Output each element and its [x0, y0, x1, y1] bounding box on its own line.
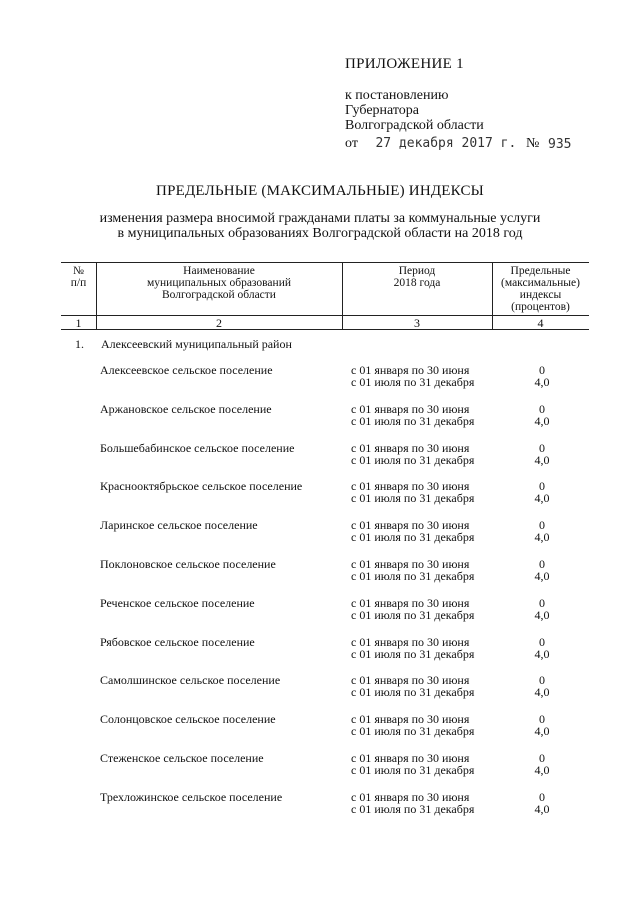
period-first-half: с 01 января по 30 июня [351, 789, 470, 804]
column-number: 3 [414, 316, 420, 330]
date-line [345, 136, 572, 152]
period-first-half: с 01 января по 30 июня [351, 712, 470, 727]
period-second-half: с 01 июля по 31 декабря [351, 375, 475, 389]
district-number: 1. [75, 337, 84, 351]
period-first-half: с 01 января по 30 июня [351, 673, 470, 688]
header-col-num: № п/п [70, 265, 87, 289]
period-first-half: с 01 января по 30 июня [351, 595, 470, 610]
index-first-half: 0 [539, 712, 545, 727]
period-second-half: с 01 июля по 31 декабря [351, 491, 475, 506]
header-col-period: Период 2018 года [393, 265, 441, 289]
index-first-half: 0 [539, 440, 545, 455]
index-first-half: 0 [539, 401, 545, 416]
table-row [0, 363, 640, 393]
subtitle-line-1: изменения размера вносимой гражданами платы за коммунальные услуги [99, 211, 541, 226]
settlement-name: Аржановское сельское поселение [100, 401, 272, 416]
period-first-half: с 01 января по 30 июня [351, 518, 470, 533]
settlement-name: Поклоновское сельское поселение [100, 557, 276, 571]
table-row [0, 673, 640, 703]
period-second-half: с 01 июля по 31 декабря [351, 685, 475, 700]
settlement-name: Большебабинское сельское поселение [100, 440, 295, 455]
period-second-half: с 01 июля по 31 декабря [351, 801, 475, 816]
period-second-half: с 01 июля по 31 декабря [351, 724, 475, 739]
index-second-half: 4,0 [534, 452, 550, 467]
settlement-name: Солонцовское сельское поселение [100, 712, 276, 727]
table-row [0, 635, 640, 665]
index-first-half: 0 [539, 557, 545, 571]
period-first-half: с 01 января по 30 июня [351, 751, 470, 765]
table-row [0, 751, 640, 781]
table-row [0, 441, 640, 471]
index-second-half: 4,0 [534, 413, 550, 428]
column-number: 2 [216, 316, 222, 330]
subtitle-line-2: в муниципальных образованиях Волгоградской области на 2018 год [117, 226, 523, 241]
settlement-name: Краснооктябрьское сельское поселение [100, 479, 303, 494]
period-second-half: с 01 июля по 31 декабря [351, 763, 475, 777]
settlement-name: Рябовское сельское поселение [100, 634, 255, 649]
resolution-line-1: к постановлению [345, 88, 449, 103]
index-first-half: 0 [539, 595, 545, 610]
document-title: ПРЕДЕЛЬНЫЕ (МАКСИМАЛЬНЫЕ) ИНДЕКСЫ [156, 183, 484, 199]
index-second-half: 4,0 [534, 530, 550, 545]
settlement-name: Трехложинское сельское поселение [100, 789, 283, 804]
table-top-border [61, 262, 589, 263]
number-label: № [526, 136, 540, 151]
date-value: 27 декабря 2017 г. [375, 136, 517, 151]
table-row [0, 712, 640, 742]
index-first-half: 0 [539, 634, 545, 649]
resolution-line-3: Волгоградской области [345, 118, 484, 133]
index-second-half: 4,0 [534, 724, 550, 739]
period-second-half: с 01 июля по 31 декабря [351, 530, 475, 545]
appendix-label: ПРИЛОЖЕНИЕ 1 [345, 56, 464, 72]
index-first-half: 0 [539, 363, 545, 377]
settlement-name: Самолшинское сельское поселение [100, 673, 281, 688]
table-row [0, 790, 640, 820]
index-second-half: 4,0 [534, 685, 550, 700]
settlement-name: Стеженское сельское поселение [100, 751, 264, 765]
index-first-half: 0 [539, 479, 545, 494]
period-first-half: с 01 января по 30 июня [351, 363, 470, 377]
column-number: 1 [75, 316, 82, 330]
period-first-half: с 01 января по 30 июня [351, 634, 470, 649]
table-row [0, 557, 640, 587]
number-value: 935 [548, 137, 572, 152]
table-row [0, 596, 640, 626]
period-second-half: с 01 июля по 31 декабря [351, 569, 475, 583]
period-second-half: с 01 июля по 31 декабря [351, 452, 475, 467]
header-col-index: Предельные (максимальные) индексы (процентов) [501, 265, 580, 313]
resolution-line-2: Губернатора [345, 103, 420, 118]
period-second-half: с 01 июля по 31 декабря [351, 413, 475, 428]
index-first-half: 0 [539, 789, 545, 804]
period-first-half: с 01 января по 30 июня [351, 557, 470, 571]
district-name: Алексеевский муниципальный район [101, 337, 292, 351]
index-second-half: 4,0 [534, 375, 550, 389]
table-row [0, 518, 640, 548]
period-second-half: с 01 июля по 31 декабря [351, 607, 475, 622]
index-first-half: 0 [539, 673, 545, 688]
index-first-half: 0 [539, 751, 545, 765]
index-second-half: 4,0 [534, 491, 550, 506]
index-second-half: 4,0 [534, 801, 550, 816]
settlement-name: Ларинское сельское поселение [100, 518, 258, 533]
table-row [0, 402, 640, 432]
column-number: 4 [537, 316, 544, 330]
header-col-name: Наименование муниципальных образований Волгоградской области [146, 265, 292, 301]
period-first-half: с 01 января по 30 июня [351, 401, 470, 416]
period-first-half: с 01 января по 30 июня [351, 479, 470, 494]
period-first-half: с 01 января по 30 июня [351, 440, 470, 455]
table-row [0, 479, 640, 509]
index-first-half: 0 [539, 518, 545, 533]
index-second-half: 4,0 [534, 569, 550, 583]
index-second-half: 4,0 [534, 607, 550, 622]
district-heading [75, 337, 292, 352]
settlement-name: Алексеевское сельское поселение [100, 363, 273, 377]
settlement-name: Реченское сельское поселение [100, 595, 255, 610]
index-second-half: 4,0 [534, 646, 550, 661]
date-prefix: от [345, 136, 358, 151]
index-second-half: 4,0 [534, 763, 550, 777]
period-second-half: с 01 июля по 31 декабря [351, 646, 475, 661]
